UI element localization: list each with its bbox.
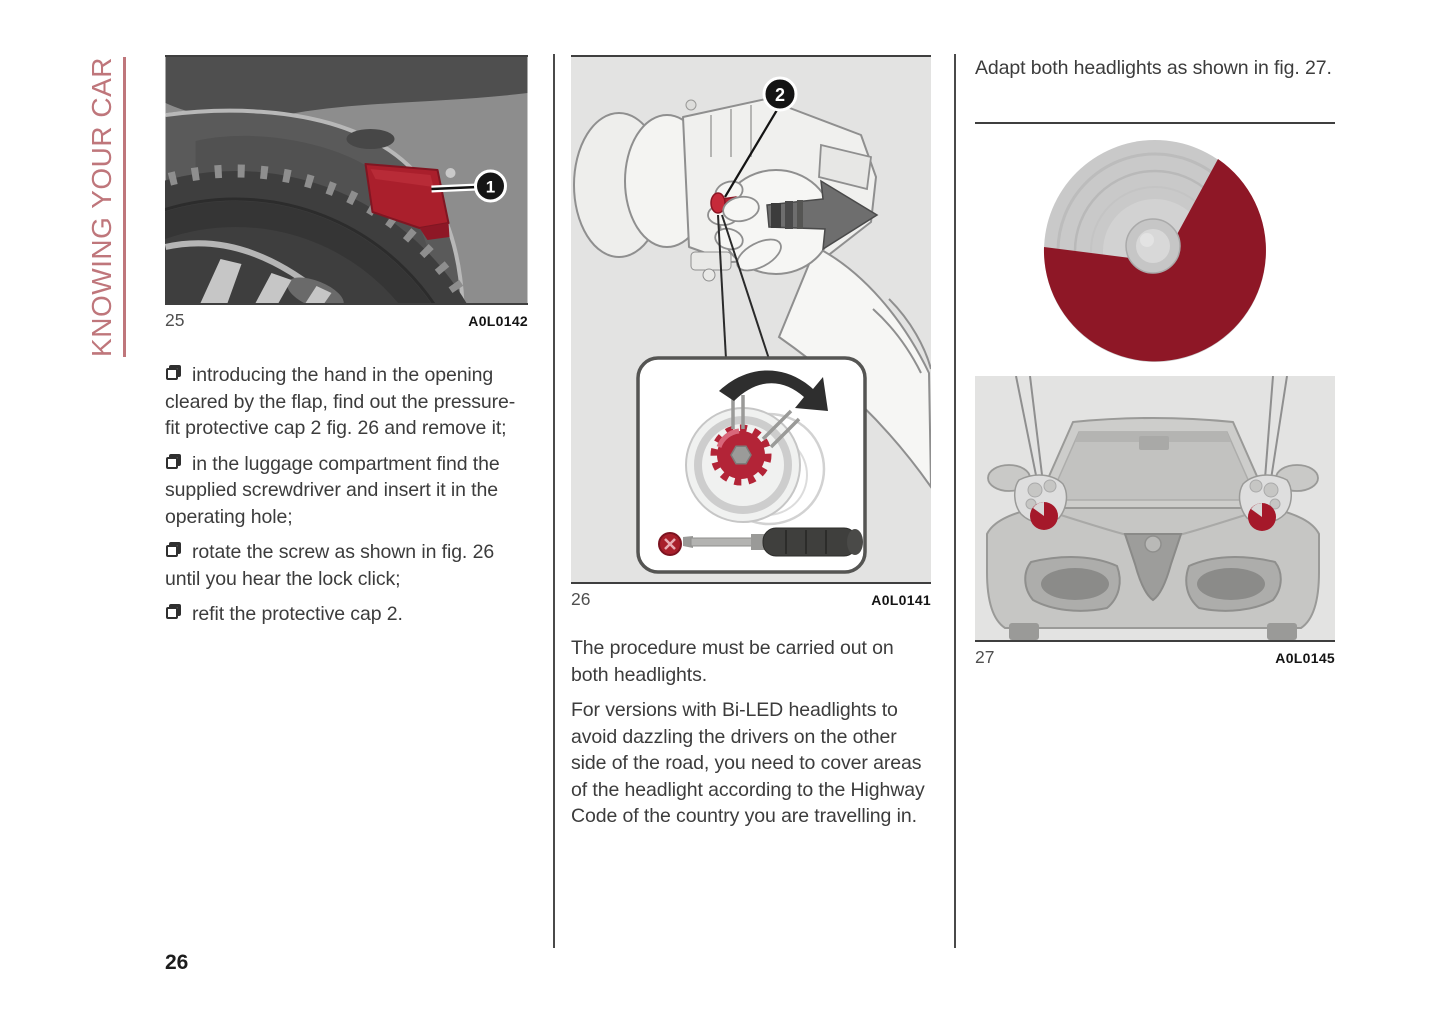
figure-27-lens-image <box>975 124 1335 376</box>
step-text: in the luggage compartment find the supplied screwdriver and insert it in the operating hole; <box>165 452 500 528</box>
figure-25-caption <box>165 305 528 331</box>
chapter-title: KNOWING YOUR CAR <box>86 57 117 357</box>
callout-2-label: 2 <box>774 85 786 105</box>
column-middle <box>571 55 931 839</box>
checkbox-bullet-icon <box>166 607 178 619</box>
step-text: rotate the screw as shown in fig. 26 until you hear the lock click; <box>165 541 495 590</box>
column-divider <box>954 54 956 948</box>
checkbox-bullet-icon <box>166 457 178 469</box>
rearview-mirror <box>1139 436 1169 450</box>
figure-number: 27 <box>975 647 995 667</box>
column-divider <box>553 54 555 948</box>
figure-27-car-image <box>975 376 1335 640</box>
list-item <box>165 451 528 531</box>
figure-code: A0L0141 <box>871 592 931 608</box>
column-right <box>975 55 1335 668</box>
figure-27-caption <box>975 642 1335 668</box>
figure-25-image <box>165 57 528 303</box>
figure-number: 26 <box>571 589 591 609</box>
chapter-sidebar <box>86 57 126 359</box>
screwdriver-handle <box>763 528 857 556</box>
paragraph: The procedure must be carried out on both headlights. <box>571 637 894 686</box>
adapt-headlights-text: Adapt both headlights as shown in fig. 27. <box>975 57 1332 79</box>
figure-25 <box>165 55 528 305</box>
brand-emblem <box>1145 536 1161 552</box>
screwdriver-shaft <box>691 538 753 546</box>
callout-1-label: 1 <box>485 177 496 197</box>
wheel <box>1009 623 1039 640</box>
wheel <box>1267 623 1297 640</box>
hex-socket <box>731 446 751 463</box>
list-item <box>165 539 528 592</box>
figure-26-caption <box>571 584 931 610</box>
step-text: refit the protective cap 2. <box>192 603 403 625</box>
paragraph: For versions with Bi-LED headlights to avoid dazzling the drivers on the other side of the road, you need to cover areas of the headlight according to the Highway Code of the country you are travelling in. <box>571 699 925 827</box>
figure-26-image <box>571 57 931 582</box>
figure-26 <box>571 55 931 584</box>
figure-code: A0L0142 <box>468 313 528 329</box>
list-item <box>165 601 528 628</box>
procedure-notes <box>571 635 931 830</box>
checkbox-bullet-icon <box>166 545 178 557</box>
figure-27 <box>975 122 1335 642</box>
step-text: introducing the hand in the opening cleared by the flap, find out the pressure-fit protective cap 2 fig. 26 and remove it; <box>165 364 516 439</box>
list-item <box>165 362 528 442</box>
figure-code: A0L0145 <box>1275 650 1335 666</box>
procedure-steps <box>165 362 528 628</box>
checkbox-bullet-icon <box>166 368 178 380</box>
page-number: 26 <box>165 951 189 974</box>
column-left <box>165 55 528 637</box>
chapter-sidebar-rule <box>123 57 126 357</box>
figure-number: 25 <box>165 310 185 330</box>
